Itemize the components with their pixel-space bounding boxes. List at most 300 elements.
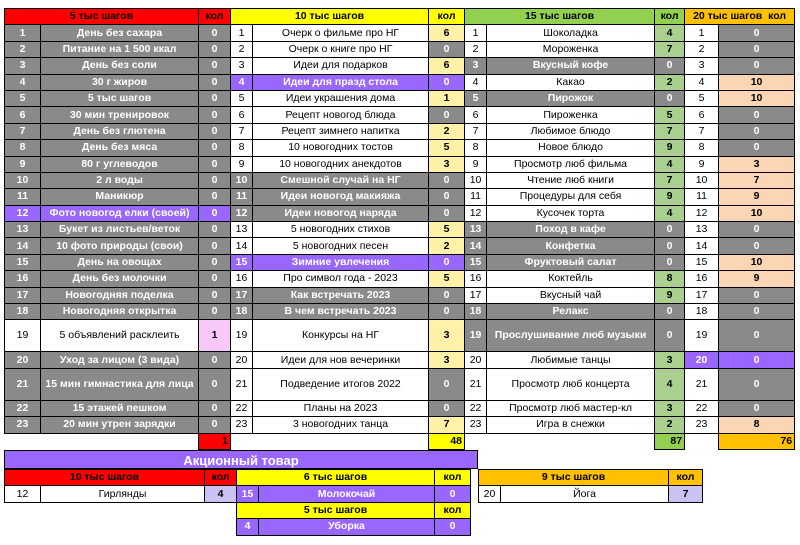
qty-5k[interactable]: 0 xyxy=(199,156,231,172)
row-num-20k: 2 xyxy=(685,41,719,57)
row-num-10k: 23 xyxy=(231,417,253,433)
task-10k: Очерк о фильме про НГ xyxy=(253,25,429,41)
qty-15k[interactable]: 9 xyxy=(655,140,685,156)
qty-15k[interactable]: 0 xyxy=(655,58,685,74)
row-num-20k: 16 xyxy=(685,271,719,287)
task-15k: Шоколадка xyxy=(487,25,655,41)
qty-20k[interactable]: 10 xyxy=(719,74,795,90)
qty-20k[interactable]: 0 xyxy=(719,25,795,41)
qty-10k[interactable]: 3 xyxy=(429,156,465,172)
qty-20k[interactable]: 9 xyxy=(719,271,795,287)
qty-10k[interactable]: 3 xyxy=(429,352,465,368)
row-num-5k: 20 xyxy=(5,352,41,368)
row-num-10k: 11 xyxy=(231,189,253,205)
row-num-5k: 18 xyxy=(5,304,41,320)
row-num-10k: 15 xyxy=(231,254,253,270)
row-num-20k: 11 xyxy=(685,189,719,205)
total-20k: 76 xyxy=(719,433,795,449)
row-num-5k: 11 xyxy=(5,189,41,205)
qty-5k[interactable]: 0 xyxy=(199,58,231,74)
qty-20k[interactable]: 0 xyxy=(719,238,795,254)
qty-20k[interactable]: 8 xyxy=(719,417,795,433)
qty-10k[interactable]: 2 xyxy=(429,123,465,139)
qty-5k[interactable]: 0 xyxy=(199,74,231,90)
row-num-15k: 19 xyxy=(465,320,487,352)
task-5k: 20 мин утрен зарядки xyxy=(41,417,199,433)
row-num-15k: 16 xyxy=(465,271,487,287)
promo-9k-item: Йога xyxy=(501,486,669,502)
header-20k xyxy=(685,9,795,25)
qty-20k[interactable]: 0 xyxy=(719,107,795,123)
task-10k: Идеи для нов вечеринки xyxy=(253,352,429,368)
task-15k: Поход в кафе xyxy=(487,222,655,238)
row-num-20k: 9 xyxy=(685,156,719,172)
task-10k: Идеи новогод наряда xyxy=(253,205,429,221)
task-5k: Новогодняя поделка xyxy=(41,287,199,303)
task-15k: Конфетка xyxy=(487,238,655,254)
qty-5k[interactable]: 1 xyxy=(199,320,231,352)
qty-20k[interactable]: 0 xyxy=(719,368,795,400)
row-num-15k: 8 xyxy=(465,140,487,156)
row-num-20k: 23 xyxy=(685,417,719,433)
task-15k: Релакс xyxy=(487,304,655,320)
qty-20k[interactable]: 0 xyxy=(719,41,795,57)
promo-table-9k xyxy=(478,469,703,503)
promo-6k-item: Молокочай xyxy=(259,486,435,502)
task-10k: Подведение итогов 2022 xyxy=(253,368,429,400)
promo-table-10k xyxy=(4,469,237,503)
qty-15k[interactable]: 0 xyxy=(655,90,685,106)
qty-20k[interactable]: 7 xyxy=(719,172,795,188)
task-10k: Зимние увлечения xyxy=(253,254,429,270)
row-num-5k: 23 xyxy=(5,417,41,433)
row-num-10k: 22 xyxy=(231,400,253,416)
task-5k: 30 мин тренировок xyxy=(41,107,199,123)
task-10k: 10 новогодних анекдотов xyxy=(253,156,429,172)
qty-5k[interactable]: 0 xyxy=(199,368,231,400)
row-num-5k: 12 xyxy=(5,205,41,221)
row-num-5k: 6 xyxy=(5,107,41,123)
table-row xyxy=(5,222,795,238)
row-num-20k: 3 xyxy=(685,58,719,74)
row-num-10k: 2 xyxy=(231,41,253,57)
table-row xyxy=(5,205,795,221)
row-num-20k: 14 xyxy=(685,238,719,254)
header-row xyxy=(5,9,795,25)
qty-20k[interactable]: 0 xyxy=(719,287,795,303)
row-num-15k: 5 xyxy=(465,90,487,106)
promo-5k-header: 5 тыс шагов xyxy=(237,502,435,518)
task-10k: Рецепт новогод блюда xyxy=(253,107,429,123)
task-5k: 30 г жиров xyxy=(41,74,199,90)
qty-10k[interactable]: 1 xyxy=(429,90,465,106)
qty-10k[interactable]: 0 xyxy=(429,74,465,90)
row-num-10k: 10 xyxy=(231,172,253,188)
qty-10k[interactable]: 3 xyxy=(429,320,465,352)
task-10k: Конкурсы на НГ xyxy=(253,320,429,352)
row-num-10k: 19 xyxy=(231,320,253,352)
qty-5k[interactable]: 0 xyxy=(199,352,231,368)
header-20k-label: 20 тыс шагов xyxy=(693,10,763,23)
promo-10k-num: 12 xyxy=(5,486,41,502)
qty-20k[interactable]: 0 xyxy=(719,222,795,238)
qty-20k[interactable]: 0 xyxy=(719,352,795,368)
qty-10k[interactable]: 0 xyxy=(429,41,465,57)
qty-15k[interactable]: 7 xyxy=(655,123,685,139)
totals-spacer xyxy=(231,433,429,449)
qty-15k[interactable]: 5 xyxy=(655,107,685,123)
qty-15k[interactable]: 0 xyxy=(655,254,685,270)
task-15k: Процедуры для себя xyxy=(487,189,655,205)
totals-spacer xyxy=(685,433,719,449)
qty-20k[interactable]: 0 xyxy=(719,320,795,352)
qty-10k[interactable]: 5 xyxy=(429,271,465,287)
promo-5k-value[interactable]: 0 xyxy=(435,519,471,535)
totals-row xyxy=(5,433,795,449)
qty-5k[interactable]: 0 xyxy=(199,287,231,303)
totals-spacer xyxy=(5,433,199,449)
qty-10k[interactable]: 6 xyxy=(429,25,465,41)
row-num-20k: 17 xyxy=(685,287,719,303)
qty-10k[interactable]: 0 xyxy=(429,107,465,123)
row-num-5k: 5 xyxy=(5,90,41,106)
row-num-10k: 8 xyxy=(231,140,253,156)
qty-5k[interactable]: 0 xyxy=(199,400,231,416)
header-10k-qty: кол xyxy=(429,9,465,25)
promo-6k-qty-header: кол xyxy=(435,470,471,486)
task-15k: Просмотр люб фильма xyxy=(487,156,655,172)
qty-15k[interactable]: 7 xyxy=(655,172,685,188)
qty-20k[interactable]: 10 xyxy=(719,205,795,221)
qty-5k[interactable]: 0 xyxy=(199,271,231,287)
total-15k: 87 xyxy=(655,433,685,449)
qty-5k[interactable]: 0 xyxy=(199,172,231,188)
task-10k: Как встречать 2023 xyxy=(253,287,429,303)
table-row xyxy=(5,189,795,205)
qty-15k[interactable]: 9 xyxy=(655,189,685,205)
qty-20k[interactable]: 10 xyxy=(719,254,795,270)
qty-20k[interactable]: 0 xyxy=(719,400,795,416)
qty-5k[interactable]: 0 xyxy=(199,238,231,254)
qty-15k[interactable]: 4 xyxy=(655,205,685,221)
row-num-15k: 23 xyxy=(465,417,487,433)
row-num-15k: 22 xyxy=(465,400,487,416)
total-5k: 1 xyxy=(199,433,231,449)
qty-10k[interactable]: 2 xyxy=(429,238,465,254)
qty-10k[interactable]: 0 xyxy=(429,304,465,320)
qty-15k[interactable]: 3 xyxy=(655,400,685,416)
promo-10k-qty-header: кол xyxy=(205,470,237,486)
row-num-20k: 10 xyxy=(685,172,719,188)
promo-5k-item: Уборка xyxy=(259,519,435,535)
table-row xyxy=(5,320,795,352)
row-num-15k: 13 xyxy=(465,222,487,238)
qty-5k[interactable]: 0 xyxy=(199,41,231,57)
qty-10k[interactable]: 7 xyxy=(429,417,465,433)
promo-6k-value[interactable]: 0 xyxy=(435,486,471,502)
task-5k: День на овощах xyxy=(41,254,199,270)
promo-5k-qty-header: кол xyxy=(435,502,471,518)
task-15k: Вкусный чай xyxy=(487,287,655,303)
task-15k: Коктейль xyxy=(487,271,655,287)
promo-5k-num: 4 xyxy=(237,519,259,535)
row-num-10k: 12 xyxy=(231,205,253,221)
promo-9k-value[interactable]: 7 xyxy=(669,486,703,502)
qty-10k[interactable]: 0 xyxy=(429,254,465,270)
task-5k: 10 фото природы (свои) xyxy=(41,238,199,254)
row-num-5k: 10 xyxy=(5,172,41,188)
task-5k: 15 мин гимнастика для лица xyxy=(41,368,199,400)
task-15k: Пироженка xyxy=(487,107,655,123)
task-10k: Рецепт зимнего напитка xyxy=(253,123,429,139)
main-table xyxy=(4,8,795,450)
table-row xyxy=(5,156,795,172)
row-num-15k: 18 xyxy=(465,304,487,320)
qty-5k[interactable]: 0 xyxy=(199,25,231,41)
qty-10k[interactable]: 0 xyxy=(429,287,465,303)
table-row xyxy=(5,287,795,303)
qty-20k[interactable]: 0 xyxy=(719,58,795,74)
row-num-10k: 9 xyxy=(231,156,253,172)
task-5k: День без соли xyxy=(41,58,199,74)
promo-table-6k xyxy=(236,469,471,536)
row-num-15k: 9 xyxy=(465,156,487,172)
task-10k: Про символ года - 2023 xyxy=(253,271,429,287)
row-num-10k: 4 xyxy=(231,74,253,90)
qty-15k[interactable]: 0 xyxy=(655,304,685,320)
row-num-10k: 14 xyxy=(231,238,253,254)
qty-15k[interactable]: 4 xyxy=(655,368,685,400)
row-num-10k: 7 xyxy=(231,123,253,139)
qty-10k[interactable]: 0 xyxy=(429,368,465,400)
row-num-5k: 1 xyxy=(5,25,41,41)
row-num-10k: 13 xyxy=(231,222,253,238)
header-15k-qty: кол xyxy=(655,9,685,25)
qty-5k[interactable]: 0 xyxy=(199,254,231,270)
qty-5k[interactable]: 0 xyxy=(199,417,231,433)
row-num-10k: 6 xyxy=(231,107,253,123)
header-10k: 10 тыс шагов xyxy=(231,9,429,25)
row-num-20k: 12 xyxy=(685,205,719,221)
task-15k: Фруктовый салат xyxy=(487,254,655,270)
task-15k: Кусочек торта xyxy=(487,205,655,221)
table-row xyxy=(5,254,795,270)
qty-15k[interactable]: 4 xyxy=(655,25,685,41)
task-5k: Питание на 1 500 ккал xyxy=(41,41,199,57)
row-num-5k: 9 xyxy=(5,156,41,172)
qty-15k[interactable]: 9 xyxy=(655,287,685,303)
total-10k: 48 xyxy=(429,433,465,449)
task-5k: Букет из листьев/веток xyxy=(41,222,199,238)
task-10k: Смешной случай на НГ xyxy=(253,172,429,188)
task-5k: День без сахара xyxy=(41,25,199,41)
row-num-5k: 7 xyxy=(5,123,41,139)
row-num-15k: 15 xyxy=(465,254,487,270)
qty-15k[interactable]: 2 xyxy=(655,417,685,433)
task-15k: Прослушивание люб музыки xyxy=(487,320,655,352)
table-row xyxy=(5,417,795,433)
task-10k: Очерк о книге про НГ xyxy=(253,41,429,57)
task-5k: 15 этажей пешком xyxy=(41,400,199,416)
task-10k: Идеи украшения дома xyxy=(253,90,429,106)
qty-20k[interactable]: 9 xyxy=(719,189,795,205)
table-row xyxy=(5,58,795,74)
row-num-15k: 2 xyxy=(465,41,487,57)
qty-10k[interactable]: 0 xyxy=(429,172,465,188)
promo-6k-header: 6 тыс шагов xyxy=(237,470,435,486)
task-15k: Любимые танцы xyxy=(487,352,655,368)
row-num-20k: 22 xyxy=(685,400,719,416)
qty-5k[interactable]: 0 xyxy=(199,140,231,156)
qty-20k[interactable]: 3 xyxy=(719,156,795,172)
table-row xyxy=(5,123,795,139)
qty-15k[interactable]: 0 xyxy=(655,320,685,352)
row-num-20k: 4 xyxy=(685,74,719,90)
task-15k: Мороженка xyxy=(487,41,655,57)
qty-10k[interactable]: 0 xyxy=(429,189,465,205)
table-row xyxy=(5,271,795,287)
task-10k: Идеи для празд стола xyxy=(253,74,429,90)
qty-5k[interactable]: 0 xyxy=(199,107,231,123)
task-15k: Чтение люб книги xyxy=(487,172,655,188)
promo-9k-header: 9 тыс шагов xyxy=(479,470,669,486)
table-row xyxy=(5,352,795,368)
row-num-20k: 21 xyxy=(685,368,719,400)
promo-10k-value[interactable]: 4 xyxy=(205,486,237,502)
row-num-5k: 8 xyxy=(5,140,41,156)
header-5k-qty: кол xyxy=(199,9,231,25)
qty-10k[interactable]: 6 xyxy=(429,58,465,74)
qty-5k[interactable]: 0 xyxy=(199,189,231,205)
task-15k: Новое блюдо xyxy=(487,140,655,156)
task-15k: Любимое блюдо xyxy=(487,123,655,139)
task-15k: Просмотр люб концерта xyxy=(487,368,655,400)
row-num-10k: 20 xyxy=(231,352,253,368)
qty-5k[interactable]: 0 xyxy=(199,304,231,320)
row-num-20k: 7 xyxy=(685,123,719,139)
header-15k: 15 тыс шагов xyxy=(465,9,655,25)
totals-spacer xyxy=(465,433,655,449)
table-row xyxy=(5,238,795,254)
promo-10k-item: Гирлянды xyxy=(41,486,205,502)
task-10k: Планы на 2023 xyxy=(253,400,429,416)
row-num-20k: 6 xyxy=(685,107,719,123)
row-num-15k: 6 xyxy=(465,107,487,123)
row-num-15k: 3 xyxy=(465,58,487,74)
row-num-20k: 8 xyxy=(685,140,719,156)
qty-10k[interactable]: 0 xyxy=(429,205,465,221)
qty-15k[interactable]: 2 xyxy=(655,74,685,90)
promo-9k-num: 20 xyxy=(479,486,501,502)
qty-15k[interactable]: 4 xyxy=(655,156,685,172)
task-5k: День без мяса xyxy=(41,140,199,156)
row-num-10k: 3 xyxy=(231,58,253,74)
qty-10k[interactable]: 0 xyxy=(429,400,465,416)
row-num-15k: 11 xyxy=(465,189,487,205)
row-num-10k: 16 xyxy=(231,271,253,287)
row-num-15k: 14 xyxy=(465,238,487,254)
qty-20k[interactable]: 10 xyxy=(719,90,795,106)
qty-5k[interactable]: 0 xyxy=(199,205,231,221)
row-num-15k: 10 xyxy=(465,172,487,188)
promo-6k-num: 15 xyxy=(237,486,259,502)
task-15k: Пирожок xyxy=(487,90,655,106)
task-10k: Идеи новогод макияжа xyxy=(253,189,429,205)
qty-20k[interactable]: 0 xyxy=(719,140,795,156)
row-num-5k: 2 xyxy=(5,41,41,57)
row-num-15k: 20 xyxy=(465,352,487,368)
row-num-10k: 1 xyxy=(231,25,253,41)
qty-10k[interactable]: 5 xyxy=(429,140,465,156)
promo-9k-qty-header: кол xyxy=(669,470,703,486)
row-num-5k: 19 xyxy=(5,320,41,352)
qty-15k[interactable]: 0 xyxy=(655,238,685,254)
table-row xyxy=(5,304,795,320)
task-10k: 5 новогодних стихов xyxy=(253,222,429,238)
task-5k: Уход за лицом (3 вида) xyxy=(41,352,199,368)
qty-5k[interactable]: 0 xyxy=(199,123,231,139)
task-10k: Идеи для подарков xyxy=(253,58,429,74)
row-num-15k: 4 xyxy=(465,74,487,90)
task-5k: День без молочки xyxy=(41,271,199,287)
table-row xyxy=(5,25,795,41)
row-num-10k: 17 xyxy=(231,287,253,303)
qty-15k[interactable]: 0 xyxy=(655,222,685,238)
row-num-5k: 16 xyxy=(5,271,41,287)
qty-15k[interactable]: 7 xyxy=(655,41,685,57)
row-num-20k: 13 xyxy=(685,222,719,238)
task-15k: Какао xyxy=(487,74,655,90)
task-5k: 5 тыс шагов xyxy=(41,90,199,106)
task-15k: Просмотр люб мастер-кл xyxy=(487,400,655,416)
table-row xyxy=(5,74,795,90)
qty-20k[interactable]: 0 xyxy=(719,123,795,139)
row-num-5k: 15 xyxy=(5,254,41,270)
table-row xyxy=(5,368,795,400)
row-num-5k: 17 xyxy=(5,287,41,303)
row-num-5k: 3 xyxy=(5,58,41,74)
task-10k: 10 новогодних тостов xyxy=(253,140,429,156)
row-num-10k: 21 xyxy=(231,368,253,400)
qty-10k[interactable]: 5 xyxy=(429,222,465,238)
row-num-20k: 5 xyxy=(685,90,719,106)
header-20k-qty: кол xyxy=(768,10,787,23)
task-5k: Фото новогод елки (своей) xyxy=(41,205,199,221)
row-num-15k: 17 xyxy=(465,287,487,303)
table-row xyxy=(5,140,795,156)
row-num-15k: 12 xyxy=(465,205,487,221)
task-5k: День без глютена xyxy=(41,123,199,139)
task-5k: 80 г углеводов xyxy=(41,156,199,172)
row-num-20k: 19 xyxy=(685,320,719,352)
qty-15k[interactable]: 8 xyxy=(655,271,685,287)
row-num-5k: 14 xyxy=(5,238,41,254)
task-10k: 3 новогодних танца xyxy=(253,417,429,433)
promo-10k-header: 10 тыс шагов xyxy=(5,470,205,486)
header-5k: 5 тыс шагов xyxy=(5,9,199,25)
row-num-5k: 4 xyxy=(5,74,41,90)
row-num-15k: 7 xyxy=(465,123,487,139)
qty-5k[interactable]: 0 xyxy=(199,90,231,106)
qty-15k[interactable]: 3 xyxy=(655,352,685,368)
promo-banner: Акционный товар xyxy=(4,450,478,469)
qty-5k[interactable]: 0 xyxy=(199,222,231,238)
row-num-5k: 13 xyxy=(5,222,41,238)
main-table-body xyxy=(5,25,795,450)
table-row xyxy=(5,172,795,188)
row-num-5k: 22 xyxy=(5,400,41,416)
qty-20k[interactable]: 0 xyxy=(719,304,795,320)
